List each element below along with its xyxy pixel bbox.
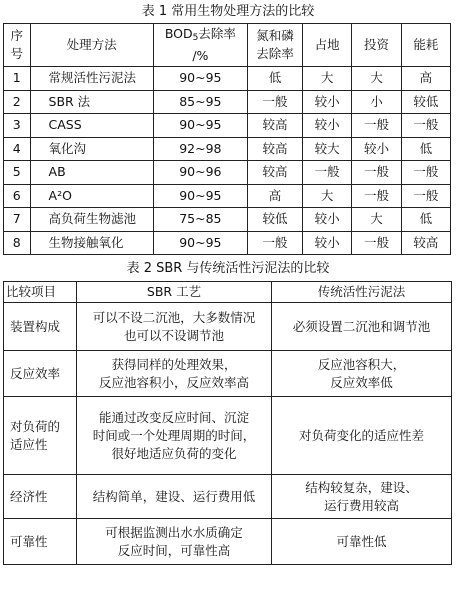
bod-removal-cell: 90~95 — [153, 231, 247, 255]
header-np-removal: 氮和磷 去除率 — [248, 24, 303, 67]
method-cell: A²O — [30, 184, 153, 208]
row-number: 3 — [4, 114, 31, 138]
bod-removal-cell: 90~96 — [153, 161, 247, 185]
table-row — [4, 67, 451, 91]
cell-line: 对负荷的 — [10, 418, 61, 434]
header-bod-removal: $BOD_5$去除率 /% — [153, 24, 247, 67]
np-removal-cell: 一般 — [248, 231, 303, 255]
energy-cell: 一般 — [401, 161, 450, 185]
cell-line: 适应性 — [10, 436, 48, 452]
bod-removal-cell: 92~98 — [153, 137, 247, 161]
table-row — [4, 90, 451, 114]
bod-removal-cell: 90~95 — [153, 184, 247, 208]
table-row — [4, 208, 451, 232]
land-cell: 较小 — [303, 90, 352, 114]
method-cell: CASS — [30, 114, 153, 138]
np-removal-cell: 一般 — [248, 90, 303, 114]
cell-line: 能通过改变反应时间、沉淀 — [98, 409, 249, 425]
header-invest: 投资 — [352, 24, 401, 67]
cell-line: 可靠性 — [10, 533, 48, 549]
cell-line: 时间或一个处理周期的时间， — [92, 427, 256, 443]
cell-line: 获得同样的处理效果， — [111, 356, 237, 372]
table-row — [4, 397, 452, 475]
traditional-cell — [272, 351, 452, 397]
invest-cell: 一般 — [352, 184, 401, 208]
header-seq: 序 号 — [4, 24, 31, 67]
sbr-cell — [77, 351, 272, 397]
sbr-comparison-table — [3, 281, 452, 565]
header-traditional: 传统活性污泥法 — [272, 282, 452, 303]
sbr-cell — [77, 519, 272, 565]
row-number: 8 — [4, 231, 31, 255]
invest-cell: 一般 — [352, 114, 401, 138]
np-removal-cell: 较高 — [248, 114, 303, 138]
cell-line: 反应时间，可靠性高 — [117, 542, 231, 558]
land-cell: 大 — [303, 184, 352, 208]
cell-line: 运行费用较高 — [323, 497, 399, 513]
energy-cell: 低 — [401, 208, 450, 232]
cell-line: 反应池容积大， — [317, 356, 406, 372]
invest-cell: 一般 — [352, 161, 401, 185]
cell-line: 结构简单，建设、运行费用低 — [92, 488, 256, 504]
cell-line: 经济性 — [10, 488, 48, 504]
row-number: 6 — [4, 184, 31, 208]
sbr-cell — [77, 303, 272, 351]
invest-cell: 大 — [352, 208, 401, 232]
comparison-item-cell — [4, 519, 77, 565]
header-item: 比较项目 — [4, 282, 77, 303]
traditional-cell — [272, 475, 452, 519]
method-cell: AB — [30, 161, 153, 185]
cell-line: 很好地适应负荷的变化 — [111, 445, 237, 461]
invest-cell: 较小 — [352, 137, 401, 161]
method-cell: 氧化沟 — [30, 137, 153, 161]
cell-line: 结构较复杂，建设、 — [305, 479, 418, 495]
table1-caption: 表 1 常用生物处理方法的比较 — [141, 4, 315, 19]
land-cell: 较小 — [303, 231, 352, 255]
table-row — [4, 184, 451, 208]
row-number: 7 — [4, 208, 31, 232]
method-cell: SBR 法 — [30, 90, 153, 114]
table-row — [4, 519, 452, 565]
treatment-methods-table — [3, 23, 451, 255]
cell-line: 装置构成 — [10, 318, 61, 334]
comparison-item-cell — [4, 351, 77, 397]
land-cell: 较大 — [303, 137, 352, 161]
table-row — [4, 231, 451, 255]
table-row — [4, 303, 452, 351]
energy-cell: 较低 — [401, 90, 450, 114]
land-cell: 大 — [303, 67, 352, 91]
method-cell: 生物接触氧化 — [30, 231, 153, 255]
energy-cell: 一般 — [401, 184, 450, 208]
bod-removal-cell: 75~85 — [153, 208, 247, 232]
bod-removal-cell: 90~95 — [153, 114, 247, 138]
header-method: 处理方法 — [30, 24, 153, 67]
energy-cell: 一般 — [401, 114, 450, 138]
np-removal-cell: 较高 — [248, 137, 303, 161]
table1-header-row — [4, 24, 451, 67]
table-row — [4, 114, 451, 138]
table-row — [4, 351, 452, 397]
land-cell: 较小 — [303, 114, 352, 138]
cell-line: 反应池容积小，反应效率高 — [98, 374, 249, 390]
np-removal-cell: 低 — [248, 67, 303, 91]
comparison-item-cell — [4, 397, 77, 475]
cell-line: 可靠性低 — [336, 533, 387, 549]
sbr-cell — [77, 475, 272, 519]
energy-cell: 较高 — [401, 231, 450, 255]
cell-line: 可以不设二沉池，大多数情况 — [92, 309, 256, 325]
table-row — [4, 161, 451, 185]
cell-line: 对负荷变化的适应性差 — [298, 427, 424, 443]
row-number: 5 — [4, 161, 31, 185]
energy-cell: 低 — [401, 137, 450, 161]
method-cell: 常规活性污泥法 — [30, 67, 153, 91]
invest-cell: 小 — [352, 90, 401, 114]
cell-line: 也可以不设调节池 — [123, 327, 224, 343]
np-removal-cell: 高 — [248, 184, 303, 208]
invest-cell: 大 — [352, 67, 401, 91]
header-land: 占地 — [303, 24, 352, 67]
header-energy: 能耗 — [401, 24, 450, 67]
method-cell: 高负荷生物滤池 — [30, 208, 153, 232]
cell-line: 反应效率低 — [330, 374, 393, 390]
land-cell: 较小 — [303, 208, 352, 232]
header-sbr: SBR 工艺 — [77, 282, 272, 303]
cell-line: 可根据监测出水水质确定 — [105, 524, 243, 540]
land-cell: 一般 — [303, 161, 352, 185]
table-row — [4, 137, 451, 161]
comparison-item-cell — [4, 475, 77, 519]
row-number: 4 — [4, 137, 31, 161]
energy-cell: 高 — [401, 67, 450, 91]
cell-line: 必须设置二沉池和调节池 — [292, 318, 431, 334]
table2-caption: 表 2 SBR 与传统活性污泥法的比较 — [126, 261, 330, 276]
table2-header-row — [4, 282, 452, 303]
traditional-cell — [272, 519, 452, 565]
sbr-cell — [77, 397, 272, 475]
bod-removal-cell: 85~95 — [153, 90, 247, 114]
bod-removal-cell: 90~95 — [153, 67, 247, 91]
traditional-cell — [272, 303, 452, 351]
invest-cell: 一般 — [352, 231, 401, 255]
np-removal-cell: 较低 — [248, 208, 303, 232]
row-number: 2 — [4, 90, 31, 114]
cell-line: 反应效率 — [10, 365, 61, 381]
np-removal-cell: 较高 — [248, 161, 303, 185]
comparison-item-cell — [4, 303, 77, 351]
traditional-cell — [272, 397, 452, 475]
table-row — [4, 475, 452, 519]
row-number: 1 — [4, 67, 31, 91]
